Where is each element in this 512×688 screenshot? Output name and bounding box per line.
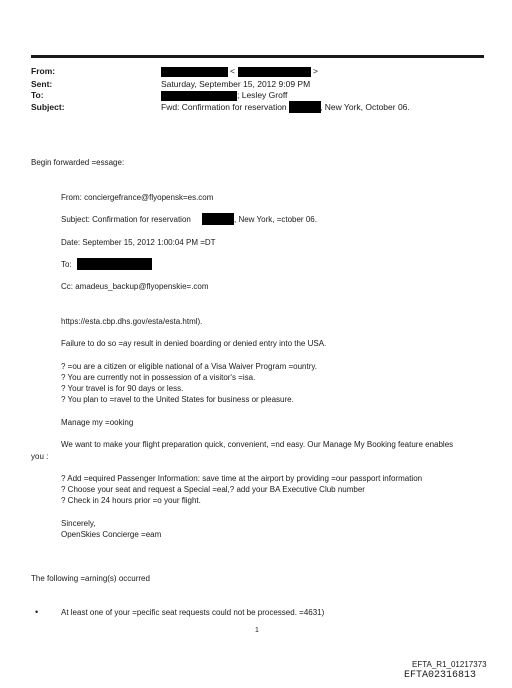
redaction-box [77, 258, 152, 270]
fwd-to: To: [61, 260, 72, 269]
redaction-box [161, 67, 228, 77]
to-value: ; Lesley Groff [237, 90, 288, 100]
failure-text: Failure to do so =ay result in denied boarding or denied entry into the USA. [61, 339, 327, 348]
from-lt: < [230, 66, 235, 76]
from-gt: > [313, 66, 318, 76]
list-item: ? =ou are a citizen or eligible national of a Visa Waiver Program =ountry. [61, 362, 317, 371]
sent-label: Sent: [31, 79, 53, 89]
efta-r1-stamp: EFTA_R1_01217373 [412, 660, 487, 669]
list-item: ? Check in 24 hours prior =o your flight. [61, 496, 201, 505]
redaction-box [238, 67, 311, 77]
redaction-box [161, 91, 237, 101]
fwd-subject-suffix: , New York, =ctober 06. [234, 215, 317, 224]
list-item: ? Add =equired Passenger Information: save time at the airport by providing =our passport information [61, 474, 423, 483]
team-signature: OpenSkies Concierge =eam [61, 530, 162, 539]
esta-url: https://esta.cbp.dhs.gov/esta/esta.html). [61, 317, 203, 326]
bullet-icon: • [35, 607, 39, 617]
manage-heading: Manage my =ooking [61, 418, 134, 427]
redaction-box [202, 213, 234, 225]
page-number: 1 [255, 627, 259, 634]
sent-value: Saturday, September 15, 2012 9:09 PM [161, 79, 311, 89]
list-item: ? Choose your seat and request a Special =eal,? add your BA Executive Club number [61, 485, 365, 494]
to-label: To: [31, 90, 44, 100]
from-label: From: [31, 66, 56, 76]
warning-text: At least one of your =pecific seat requests could not be processed. =4631) [61, 608, 325, 617]
fwd-cc: Cc: amadeus_backup@flyopenskie=.com [61, 282, 209, 291]
redaction-box [289, 101, 321, 113]
efta-stamp: EFTA02316813 [404, 670, 477, 681]
sincerely: Sincerely, [61, 519, 96, 528]
subject-label: Subject: [31, 102, 65, 112]
subject-prefix: Fwd: Confirmation for reservation [161, 102, 287, 112]
list-item: ? Your travel is for 90 days or less. [61, 384, 184, 393]
list-item: ? You are currently not in possession of a visitor's =isa. [61, 373, 256, 382]
subject-suffix: , New York, October 06. [320, 102, 410, 112]
fwd-date: Date: September 15, 2012 1:00:04 PM =DT [61, 238, 216, 247]
list-item: ? You plan to =ravel to the United States for business or pleasure. [61, 395, 294, 404]
fwd-subject-prefix: Subject: Confirmation for reservation [61, 215, 191, 224]
begin-forwarded: Begin forwarded =essage: [31, 158, 125, 167]
header-rule [31, 55, 484, 58]
fwd-from: From: conciergefrance@flyopensk=es.com [61, 193, 214, 202]
want-text: We want to make your flight preparation quick, convenient, =nd easy. Our Manage My Booking feature enables [61, 440, 454, 449]
you-text: you : [31, 452, 49, 461]
warnings-heading: The following =arning(s) occurred [31, 574, 150, 583]
